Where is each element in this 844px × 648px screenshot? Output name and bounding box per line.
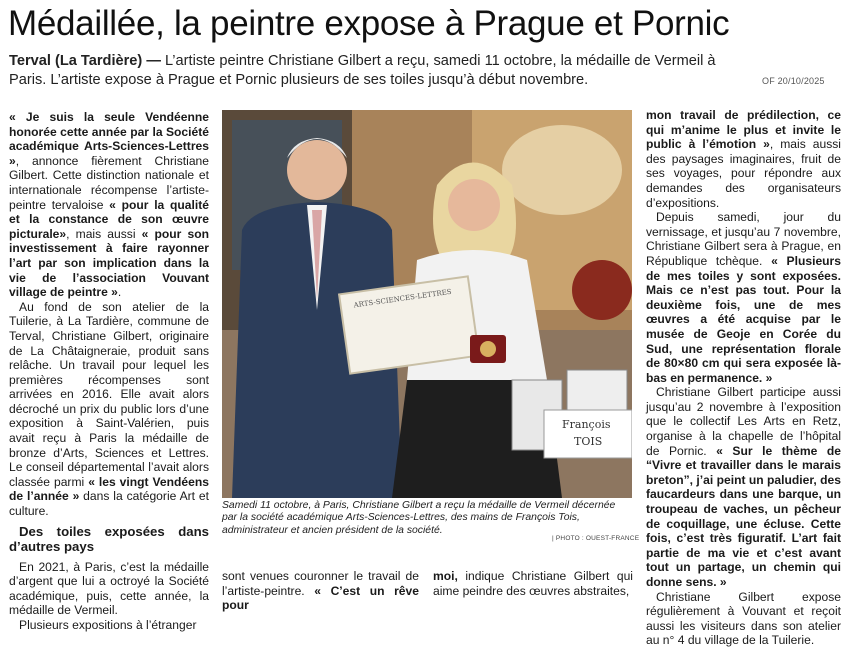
quote: « Plusieurs de mes toiles y sont exposées. Mais ce n’est pas tout. Pour la deuxième fois, une de mes œuvres a été acquise par le musée de Geoje en Corée du Sud, une représentation florale de 80×80 cm qui sera exposée là-bas en permanence. » [646,253,841,385]
article-photo [222,110,632,498]
paragraph [433,569,633,598]
paragraph [222,569,419,613]
quote: moi, [433,569,458,583]
quote: « Je suis la seule Vendéenne honorée cette année par la Société académique Arts-Sciences-Lettres » [9,110,209,168]
text: dans la catégorie Art et culture. [9,489,210,519]
paragraph [9,110,209,300]
text: , mais aussi des paysages imaginaires, fruit de ses voyages, pour répondre aux demandes des organisateurs d’expositions. [646,137,841,210]
paragraph: En 2021, à Paris, c’est la médaille d’argent que lui a octroyé la Société académique, puis, cette année, la médaille de Vermeil. [9,559,209,618]
text: Christiane Gilbert participe aussi jusqu’au 2 novembre à l’exposition que le collectif Les Arts en Retz, organise à la chapelle de l’hôpital de Pornic. [646,385,841,458]
paragraph [646,385,841,589]
article-column-1 [9,110,209,633]
paragraph [9,300,209,519]
photo-caption: Samedi 11 octobre, à Paris, Christiane Gilbert a reçu la médaille de Vermeil décernée par la société académique Arts-Sciences-Lettres, des mains de François Tois, administrateur et ancien président de la société. [222,500,616,536]
text: Depuis samedi, jour du vernissage, et jusqu’au 7 novembre, Christiane Gilbert sera à Prague, en République tchèque. [646,210,841,268]
paragraph [646,210,841,385]
text: , annonce fièrement Christiane Gilbert. Cette distinction nationale et internationale récompense l’artiste-peintre tervaloise [9,153,209,212]
lead-location: Terval (La Tardière) — [9,53,161,69]
photo-credit: | PHOTO : OUEST-FRANCE [552,535,640,542]
text: sont venues couronner le travail de l’artiste-peintre. [222,569,419,598]
article-subheading: Des toiles exposées dans d’autres pays [9,523,209,554]
text: , mais aussi [66,226,142,241]
article-lead [9,52,739,90]
paragraph [646,108,841,210]
diploma-text: ARTS-SCIENCES-LETTRES [353,287,453,310]
text: . [117,285,122,300]
paragraph: Christiane Gilbert expose régulièrement à Vouvant et reçoit aussi les visiteurs dans son atelier au n° 4 du village de la Tuilerie. [646,589,841,648]
source-date-tag: OF 20/10/2025 [762,76,825,86]
article-headline: Médaillée, la peintre expose à Prague et Pornic [8,4,730,43]
quote: « C’est un rêve pour [222,583,419,613]
nameplate-line-1: François [562,418,611,431]
nameplate-line-2: TOIS [574,435,603,448]
article-column-2 [222,569,419,613]
quote: « pour la qualité et la constance de son œuvre picturale» [9,197,209,241]
lead-text: L’artiste peintre Christiane Gilbert a reçu, samedi 11 octobre, la médaille de Vermeil à Paris. L’artiste expose à Prague et Pornic plusieurs de ses toiles jusqu’à début novembre. [9,53,716,88]
quote: « pour son investissement à faire rayonner l’art par son implication dans la vie de l’association Vouvant village de peintre » [9,226,209,300]
paragraph: Plusieurs expositions à l’étranger [19,618,197,632]
text: Au fond de son atelier de la Tuilerie, à La Tardière, commune de Terval, Christiane Gilbert, originaire de La Châtaigneraie, produit sans relâche. Un travail pour lequel les premières récompenses sont arrivées en 2016. Elle avait alors décroché un prix du public lors d’une exposition à Saint-Valérien, puis avait reçu à Paris la médaille de bronze d’Arts, Sciences et Lettres. Le conseil départemental l’avait alors classée parmi [9,299,209,489]
photo-illustration [222,110,632,498]
quote: « les vingt Vendéens de l’année » [9,474,209,504]
article-column-3 [433,569,633,598]
text: indique Christiane Gilbert qui aime peindre des œuvres abstraites, [433,569,633,598]
quote: « Sur le thème de “Vivre et travailler dans le marais breton”, j’ai peint un paludier, des faucardeurs dans une barque, un troupeau de vaches, un pêcheur de coquillage, une écluse. Cette fois, c’est très figuratif. L’art fait partie de ma vie et c’est avant tout un partage, un chemin qui donne sens. » [646,443,841,589]
article-column-4 [646,108,841,648]
quote: mon travail de prédilection, ce qui m’anime le plus et invite le public à l’émotion » [646,108,841,152]
